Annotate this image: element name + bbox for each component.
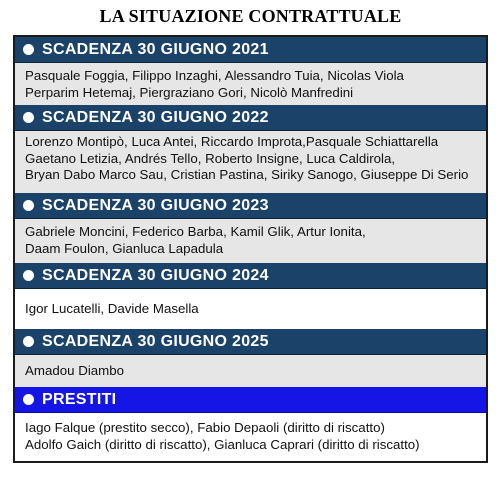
- player-list-line: Igor Lucatelli, Davide Masella: [25, 301, 199, 316]
- bullet-icon: [23, 44, 34, 55]
- section-header-label: SCADENZA 30 GIUGNO 2021: [42, 41, 269, 58]
- player-list-line: Iago Falque (prestito secco), Fabio Depaoli (diritto di riscatto): [25, 420, 385, 435]
- section-body-2021: [15, 63, 486, 105]
- section-header-prestiti: [15, 387, 486, 413]
- contract-table: [13, 35, 488, 463]
- section-header-2025: [15, 329, 486, 355]
- bullet-icon: [23, 270, 34, 281]
- section-body-2022: [15, 131, 486, 193]
- bullet-icon: [23, 394, 34, 405]
- section-header-2023: [15, 193, 486, 219]
- section-header-label: SCADENZA 30 GIUGNO 2023: [42, 197, 269, 214]
- player-list-line: Adolfo Gaich (diritto di riscatto), Gianluca Caprari (diritto di riscatto): [25, 436, 420, 452]
- section-header-2022: [15, 105, 486, 131]
- section-body-prestiti: [15, 413, 486, 461]
- page-title: LA SITUAZIONE CONTRATTUALE: [99, 6, 402, 26]
- section-header-2021: [15, 37, 486, 63]
- section-body-2024: [15, 289, 486, 329]
- section-header-label: PRESTITI: [42, 391, 117, 408]
- section-header-label: SCADENZA 30 GIUGNO 2024: [42, 267, 269, 284]
- player-list-line: Gaetano Letizia, Andrés Tello, Roberto Insigne, Luca Caldirola,: [25, 150, 396, 166]
- bullet-icon: [23, 112, 34, 123]
- player-list-line: Perparim Hetemaj, Piergraziano Gori, Nicolò Manfredini: [25, 84, 354, 100]
- player-list-line: Bryan Dabo Marco Sau, Cristian Pastina, Siriky Sanogo, Giuseppe Di Serio: [25, 167, 469, 182]
- player-list-line: Amadou Diambo: [25, 363, 125, 378]
- player-list-line: Lorenzo Montipò, Luca Antei, Riccardo Improta,Pasquale Schiattarella: [25, 134, 439, 149]
- section-body-2025: [15, 355, 486, 387]
- bullet-icon: [23, 336, 34, 347]
- bullet-icon: [23, 200, 34, 211]
- player-list-line: Gabriele Moncini, Federico Barba, Kamil Glik, Artur Ionita,: [25, 224, 366, 239]
- section-header-label: SCADENZA 30 GIUGNO 2025: [42, 333, 269, 350]
- player-list-line: Pasquale Foggia, Filippo Inzaghi, Alessandro Tuia, Nicolas Viola: [25, 68, 404, 83]
- section-header-label: SCADENZA 30 GIUGNO 2022: [42, 109, 269, 126]
- section-body-2023: [15, 219, 486, 263]
- player-list-line: Daam Foulon, Gianluca Lapadula: [25, 240, 224, 256]
- section-header-2024: [15, 263, 486, 289]
